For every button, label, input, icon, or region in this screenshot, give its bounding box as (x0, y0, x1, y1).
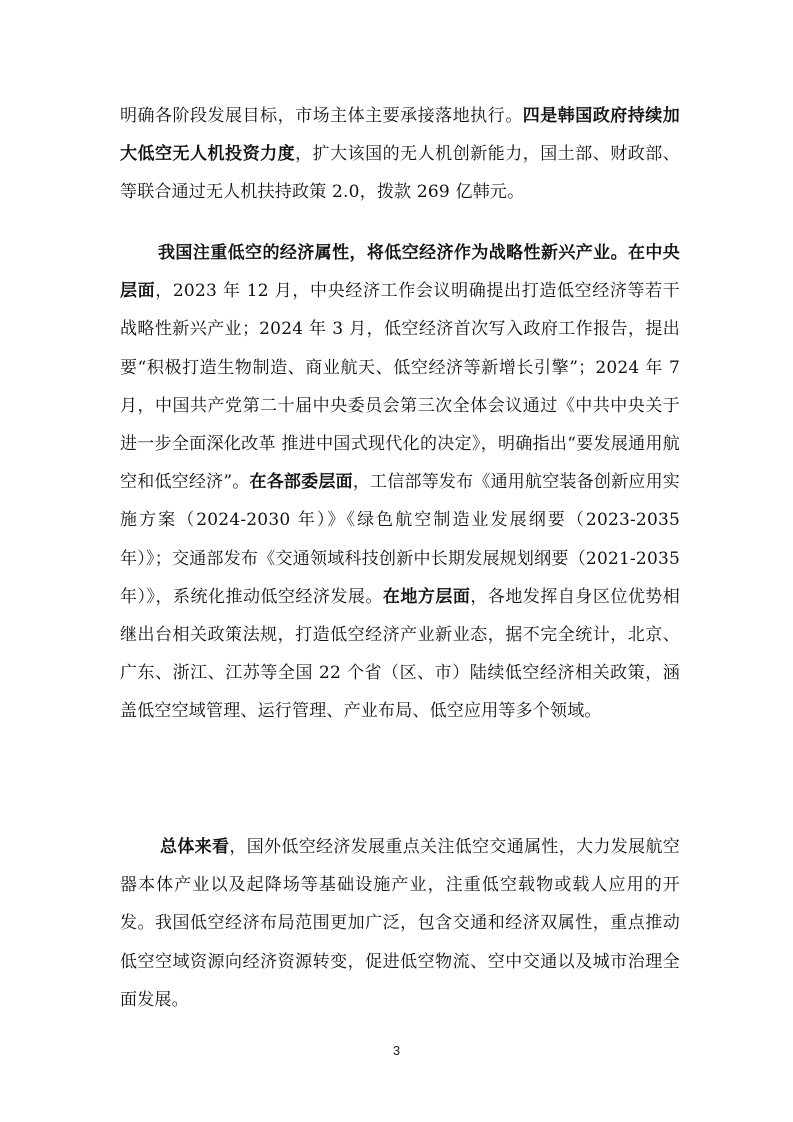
text-run: ，扩大该国的无人机创新能力，国土部、财政部、等联合通过无人机扶持政策 2.0，拨款 269 亿韩元。 (120, 144, 681, 203)
paragraph-summary (120, 828, 680, 1019)
text-run: ，国外低空经济发展重点关注低空交通属性，大力发展航空器本体产业以及起降场等基础设施产业，注重低空载物或载人应用的开发。我国低空经济布局范围更加广泛，包含交通和经济双属性，重点推动低空空域资源向经济资源转变，促进低空物流、空中交通以及城市治理全面发展。 (120, 837, 680, 1010)
text-run: ，各地发挥自身区位优势相继出台相关政策法规，打造低空经济产业新业态，据不完全统计，北京、广东、浙江、江苏等全国 22 个省（区、市）陆续低空经济相关政策，涵盖低空空域管理、运行管理、产业布局、低空应用等多个领域。 (120, 586, 681, 722)
paragraph-korea-drone-investment (120, 97, 680, 212)
bold-heading-run: 四是韩国政府持续加大低空无人机投资力度 (120, 106, 680, 165)
text-run: ，2023 年 12 月，中央经济工作会议明确提出打造低空经济等若干战略性新兴产业；2024 年 3 月，低空经济首次写入政府工作报告，提出要“积极打造生物制造、商业航天、低空经济等新增长引擎”；2024 年 7 月，中国共产党第二十届中央委员会第三次全体会议通过《中共中央关于进一步全面深化改革 推进中国式现代化的决定》，明确指出“要发展通用航空和低空经济”。 (120, 281, 680, 493)
bold-heading-run: 总体来看 (160, 837, 230, 857)
bold-heading-run: 在地方层面 (382, 586, 471, 607)
paragraph-china-low-altitude-policy (120, 234, 680, 731)
bold-heading-run: 我国注重低空的经济属性，将低空经济作为战略性新兴产业。在中央层面 (120, 243, 680, 302)
text-run: ，工信部等发布《通用航空装备创新应用实施方案（2024-2030 年）》《绿色航空制造业发展纲要（2023-2035 年）》；交通部发布《交通领域科技创新中长期发展规划纲要（2021-2035 年）》，系统化推动低空经济发展。 (120, 472, 680, 607)
bold-heading-run: 在各部委层面 (249, 472, 353, 493)
text-run: 明确各阶段发展目标，市场主体主要承接落地执行。 (120, 106, 523, 126)
page-number: 3 (392, 1043, 401, 1058)
